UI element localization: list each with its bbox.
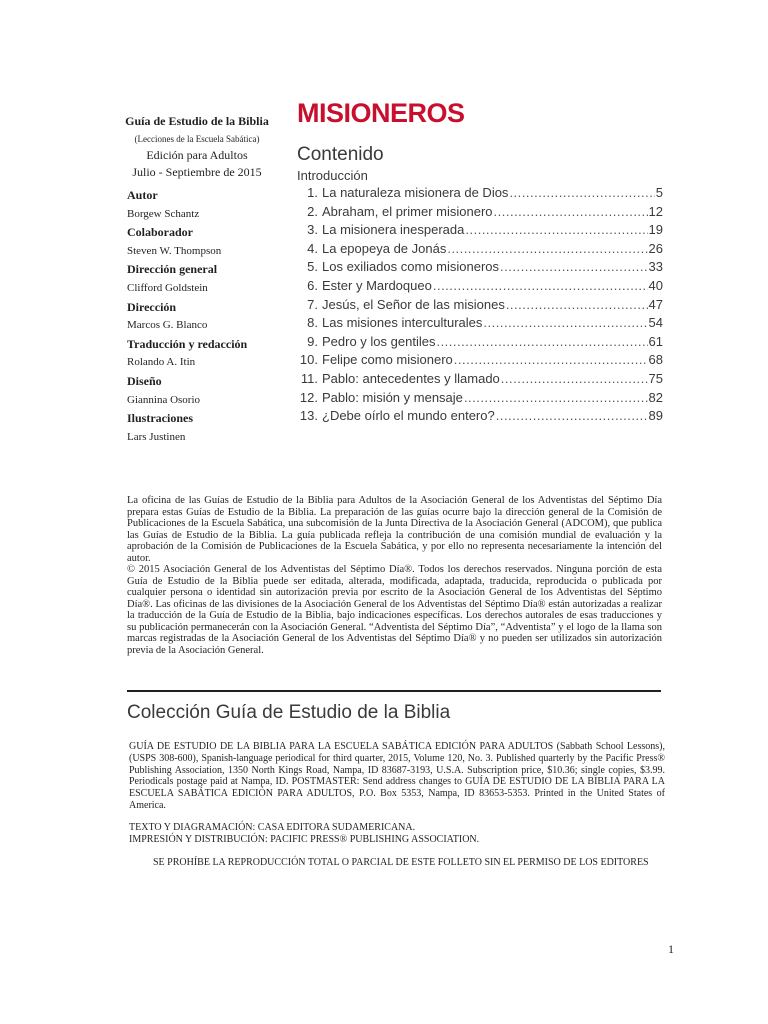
credit-role: Diseño — [127, 373, 162, 388]
page-number: 1 — [668, 942, 674, 956]
credit-role: Ilustraciones — [127, 411, 193, 426]
toc-entry — [297, 351, 663, 370]
toc-leader-dots — [464, 389, 648, 408]
credit-name: Rolando A. Itin — [127, 356, 196, 369]
credit-name: Giannina Osorio — [127, 393, 201, 406]
toc-number: 2. — [307, 203, 318, 219]
credit-name: Clifford Goldstein — [127, 281, 208, 294]
toc-lesson-title: La epopeya de Jonás — [322, 240, 447, 256]
toc-entry — [297, 333, 663, 352]
toc-number: 13. — [299, 408, 318, 424]
toc-lesson-title: Pedro y los gentiles — [322, 333, 436, 349]
toc-page-number: 19 — [648, 222, 663, 238]
page-title: MISIONEROS — [297, 98, 465, 128]
toc-leader-dots — [433, 277, 648, 296]
toc-leader-dots — [465, 221, 647, 240]
toc-lesson-title: Abraham, el primer misionero — [322, 203, 493, 219]
credit-role: Autor — [127, 188, 158, 202]
toc-number: 4. — [307, 240, 318, 256]
toc-introduction: Introducción — [297, 168, 368, 183]
toc-number: 9. — [307, 333, 318, 349]
toc-leader-dots — [494, 203, 648, 222]
toc-leader-dots — [506, 296, 648, 315]
toc-leader-dots — [501, 370, 648, 389]
production-line: TEXTO Y DIAGRAMACIÓN: CASA EDITORA SUDAMERICANA. — [129, 822, 416, 833]
toc-page-number: 68 — [648, 352, 663, 368]
toc-entry — [297, 221, 663, 240]
legal-paragraph: La oficina de las Guías de Estudio de la Biblia para Adultos de la Asociación General de los Adventistas del Séptimo Día prepara estas Guías de Estudio de la Biblia. La preparación de las guías ocurre bajo la dirección general de la Comisión de Publicaciones de la Escuela Sabática, una subcomisión de la Junta Directiva de la Asociación General (ADCOM), que publica las Guías de Estudio de la Biblia. La guía publicada refleja la contribución de una comisión mundial de evaluación y la aprobación de la Comisión de Publicaciones de la Escuela Sabática, y por ello no representa necesariamente la intención del autor. — [127, 495, 662, 564]
toc-lesson-title: Felipe como misionero — [322, 352, 453, 368]
toc-leader-dots — [454, 351, 648, 370]
toc-page-number: 89 — [648, 408, 663, 424]
toc-page-number: 26 — [648, 240, 663, 256]
toc-number: 11. — [300, 370, 318, 386]
toc-number: 12. — [299, 389, 318, 405]
toc-entry — [297, 407, 663, 426]
toc-entry — [297, 277, 663, 296]
credits-column — [112, 112, 282, 446]
toc-entry — [297, 389, 663, 408]
toc-lesson-title: Los exiliados como misioneros — [322, 259, 500, 275]
toc-entry — [297, 240, 663, 259]
toc-lesson-title: Jesús, el Señor de las misiones — [322, 296, 505, 312]
toc-lesson-title: Ester y Mardoqueo — [322, 277, 432, 293]
toc-lesson-title: ¿Debe oírlo el mundo entero? — [322, 408, 495, 424]
credit-role: Dirección — [127, 299, 177, 314]
toc-entry — [297, 184, 663, 203]
toc-page-number: 61 — [648, 333, 663, 349]
distribution-line: IMPRESIÓN Y DISTRIBUCIÓN: PACIFIC PRESS® PUBLISHING ASSOCIATION. — [129, 834, 480, 845]
toc-entry — [297, 258, 663, 277]
toc-page-number: 47 — [648, 296, 663, 312]
collection-title: Colección Guía de Estudio de la Biblia — [127, 702, 451, 723]
toc-leader-dots — [509, 184, 654, 203]
toc-entry — [297, 203, 663, 222]
credit-role: Dirección general — [127, 262, 218, 277]
toc-leader-dots — [496, 407, 648, 426]
toc-page-number: 82 — [648, 389, 663, 405]
toc-entry — [297, 370, 663, 389]
credit-role: Traducción y redacción — [127, 336, 248, 351]
production-credits — [129, 822, 479, 846]
edition-label: Edición para Adultos — [146, 148, 248, 162]
toc-number: 7. — [307, 296, 318, 312]
divider — [127, 690, 661, 692]
contents-heading: Contenido — [297, 144, 384, 165]
table-of-contents — [297, 184, 663, 426]
toc-leader-dots — [500, 258, 648, 277]
credit-name: Borgew Schantz — [127, 207, 200, 220]
credit-name: Lars Justinen — [127, 430, 186, 443]
toc-leader-dots — [447, 240, 647, 259]
toc-number: 8. — [307, 315, 318, 331]
reproduction-notice: SE PROHÍBE LA REPRODUCCIÓN TOTAL O PARCIAL DE ESTE FOLLETO SIN EL PERMISO DE LOS EDITORES — [153, 857, 649, 868]
credit-role: Colaborador — [127, 225, 193, 240]
toc-lesson-title: Pablo: antecedentes y llamado — [322, 370, 500, 386]
toc-lesson-title: La naturaleza misionera de Dios — [322, 185, 509, 200]
toc-page-number: 54 — [648, 315, 663, 331]
toc-lesson-title: Las misiones interculturales — [322, 315, 483, 331]
legal-notice — [127, 495, 662, 656]
toc-page-number: 5 — [655, 185, 663, 200]
quarter-label: Julio - Septiembre de 2015 — [132, 165, 262, 179]
toc-leader-dots — [483, 314, 647, 333]
toc-number: 3. — [307, 222, 318, 238]
toc-number: 1. — [307, 185, 318, 200]
toc-page-number: 75 — [648, 370, 663, 386]
publication-info: GUÍA DE ESTUDIO DE LA BIBLIA PARA LA ESCUELA SABÁTICA EDICIÓN PARA ADULTOS (Sabbath School Lessons), (USPS 308-600), Spanish-language periodical for third quarter, 2015, Volume 120, No. 3. Published quarterly by the Pacific Press® Publishing Association, 1350 North Kings Road, Nampa, ID 83687-3193, U.S.A. Subscription price, $10.36; single copies, $3.99. Periodicals postage paid at Nampa, ID. POSTMASTER: Send address changes to GUÍA DE ESTUDIO DE LA BIBLIA PARA LA ESCUELA SABÁTICA EDICIÓN PARA ADULTOS, P.O. Box 5353, Nampa, ID 83653-5353. Printed in the United States of America. — [129, 741, 665, 811]
toc-entry — [297, 296, 663, 315]
guide-subtitle: (Lecciones de la Escuela Sabática) — [134, 134, 260, 144]
toc-lesson-title: Pablo: misión y mensaje — [322, 389, 463, 405]
toc-entry — [297, 314, 663, 333]
toc-number: 10. — [299, 352, 318, 368]
toc-number: 5. — [307, 259, 318, 275]
credits-list — [112, 186, 282, 446]
toc-lesson-title: La misionera inesperada — [322, 222, 465, 238]
toc-leader-dots — [436, 333, 647, 352]
toc-page-number: 33 — [648, 259, 663, 275]
guide-title: Guía de Estudio de la Biblia — [125, 114, 269, 128]
credit-name: Marcos G. Blanco — [127, 319, 208, 332]
toc-page-number: 40 — [648, 277, 663, 293]
toc-number: 6. — [307, 277, 318, 293]
toc-page-number: 12 — [648, 203, 663, 219]
credit-name: Steven W. Thompson — [127, 244, 222, 257]
copyright-paragraph: © 2015 Asociación General de los Adventistas del Séptimo Día®. Todos los derechos reservados. Ninguna porción de esta Guía de Estudio de la Biblia puede ser editada, alterada, modificada, adaptada, traducida, reproducida o publicada por cualquier persona o identidad sin autorización previa por escrito de la Asociación General de los Adventistas del Séptimo Día®. Las oficinas de las divisiones de la Asociación General de los Adventistas del Séptimo Día® están autorizadas a realizar la traducción de la Guía de Estudio de la Biblia, bajo indicaciones específicas. Los derechos autorales de esas traducciones y su publicación permanecerán con la Asociación General. “Adventista del Séptimo Día”, “Adventista” y el logo de la llama son marcas registradas de la Asociación General de los Adventistas del Séptimo Día® y no pueden ser utilizados sin autorización previa de la Asociación General. — [127, 564, 662, 656]
